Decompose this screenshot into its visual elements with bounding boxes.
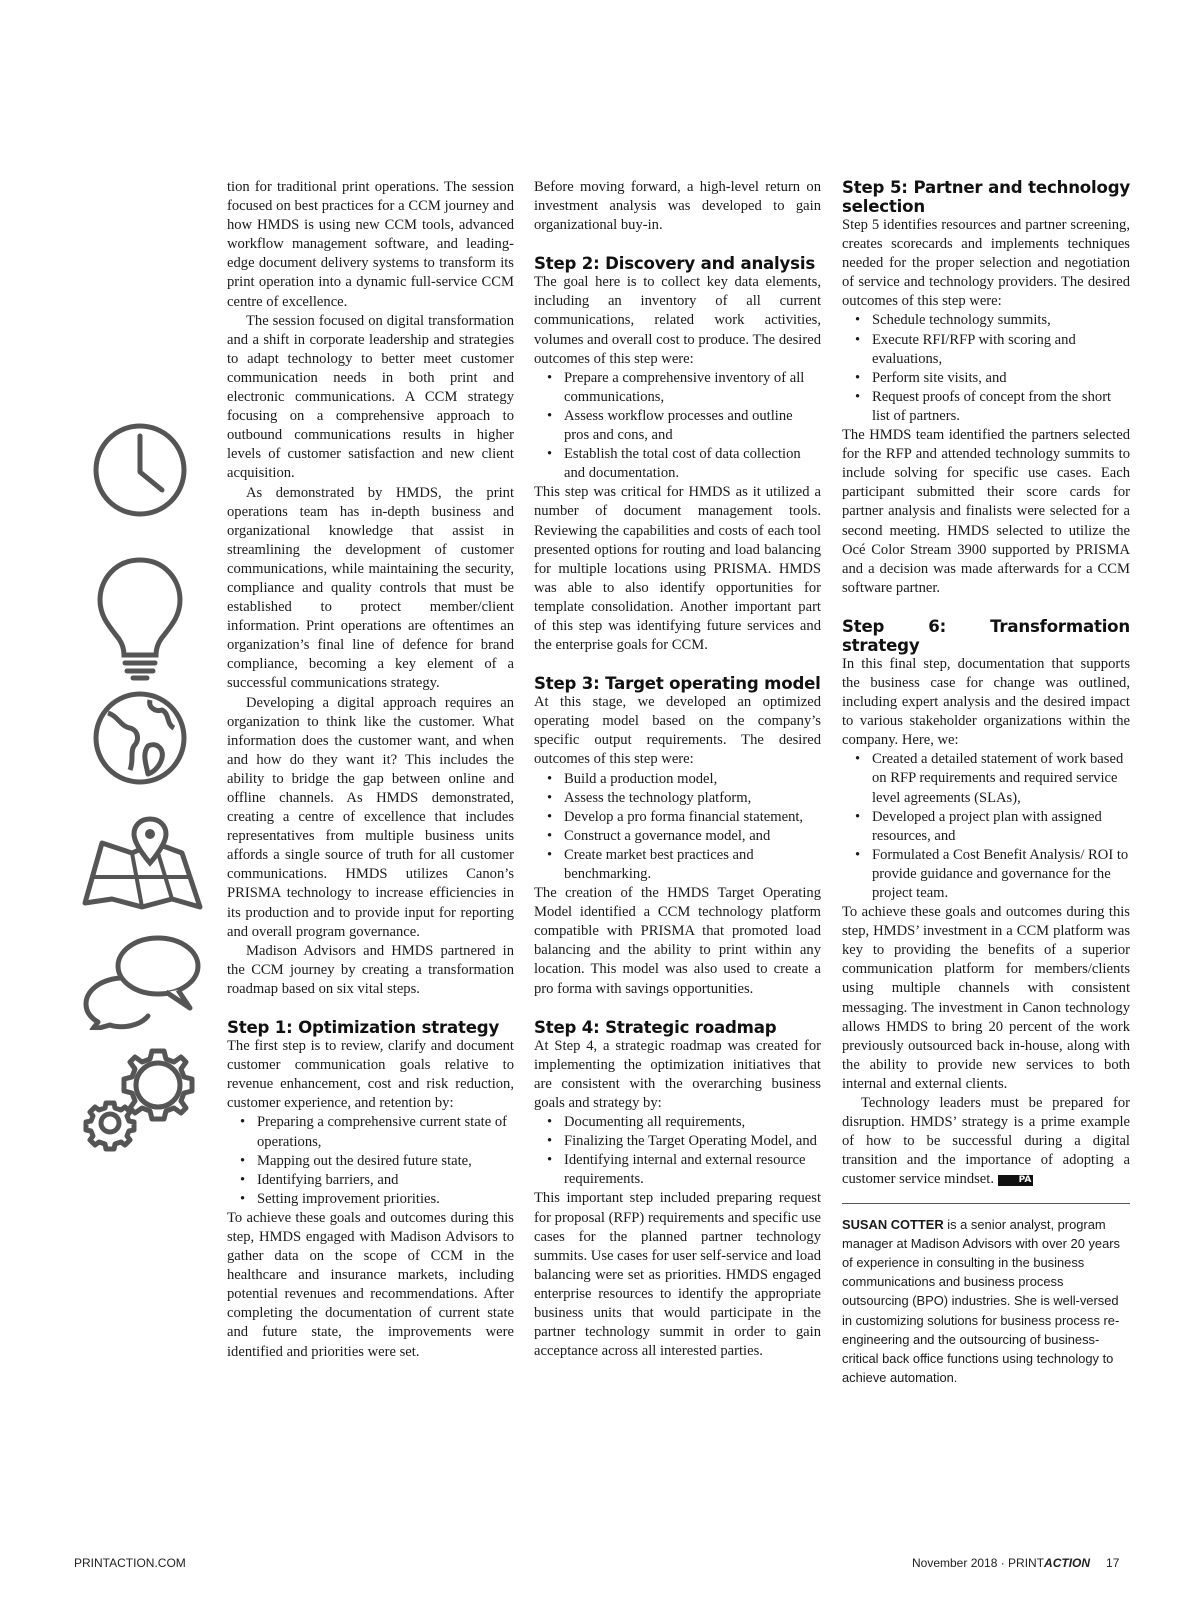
clock-icon	[90, 420, 190, 520]
step-4-heading: Step 4: Strategic roadmap	[534, 1017, 777, 1037]
paragraph: As demonstrated by HMDS, the print operations team has in-depth business and organizational knowledge that assist in streamlining the development of customer communications, while maintaining the security, compliance and quality controls that must be established to protect member/client information. Print operations are oftentimes an organization’s final line of defence for brand compliance, becoming a key element of a successful communications strategy.	[227, 484, 514, 692]
list-item: • Execute RFI/RFP with scoring and evaluations,	[855, 331, 1130, 369]
paragraph: Before moving forward, a high-level return on investment analysis was developed to gain organizational buy-in.	[534, 179, 821, 234]
paragraph: Step 5 identifies resources and partner screening, creates scorecards and implements techniques needed for the proper selection and negotiation of service and technology providers. The desired outcomes of this step were:	[842, 217, 1130, 310]
step-5-list	[842, 311, 1130, 426]
paragraph: The HMDS team identified the partners selected for the RFP and attended technology summits to include solving for specific use cases. Each participant submitted their score cards for partner analysis and finalists were selected for a second meeting. HMDS selected to utilize the Océ Color Stream 3900 supported by PRISMA and a decision was made afterwards for a CCM software partner.	[842, 427, 1130, 596]
issue-date: November 2018 ·	[912, 1556, 1009, 1570]
step-3-heading: Step 3: Target operating model	[534, 674, 821, 694]
list-item: • Construct a governance model, and	[547, 827, 821, 846]
paragraph: This step was critical for HMDS as it utilized a number of document management tools. Reviewing the capabilities and costs of each tool presented options for routing and load balancing for multiple locations using PRISMA. HMDS was able to also identify opportunities for template consolidation. Another important part of this step was identifying future services and the enterprise goals for CCM.	[534, 484, 821, 654]
list-item: • Created a detailed statement of work based on RFP requirements and required service level agreements (SLAs),	[855, 750, 1130, 807]
paragraph: The goal here is to collect key data elements, including an inventory of all current communications, related work activities, volumes and overall cost to produce. The desired outcomes of this step were:	[534, 274, 821, 367]
end-mark-logo: PA	[998, 1175, 1034, 1186]
article-column-3	[842, 178, 1130, 1387]
step-5-heading: Step 5: Partner and technology selection	[842, 178, 1130, 216]
paragraph: In this final step, documentation that supports the business case for change was outlined, including expert analysis and the desired impact to various stakeholder organizations within the company. Here, we:	[842, 655, 1130, 749]
map-pin-icon	[80, 815, 205, 915]
list-item: • Mapping out the desired future state,	[240, 1152, 514, 1171]
step-6-heading: Step 6: Transformation strategy	[842, 616, 1130, 655]
list-item: • Assess the technology platform,	[547, 789, 821, 808]
paragraph: At this stage, we developed an optimized operating model based on the company’s specific output requirements. The desired outcomes of this step were:	[534, 694, 821, 768]
closing-text: Technology leaders must be prepared for disruption. HMDS’ strategy is a prime example of how to be successful during a digital transition and the importance of adopting a customer service mindset.	[842, 1095, 1130, 1188]
footer-website: PRINTACTION.COM	[74, 1556, 186, 1570]
gears-icon	[80, 1045, 205, 1155]
list-item: • Developed a project plan with assigned resources, and	[855, 808, 1130, 846]
list-item: • Identifying barriers, and	[240, 1171, 514, 1190]
list-item: • Schedule technology summits,	[855, 311, 1130, 330]
list-item: • Request proofs of concept from the short list of partners.	[855, 388, 1130, 426]
list-item: • Preparing a comprehensive current state of operations,	[240, 1113, 514, 1151]
list-item: • Formulated a Cost Benefit Analysis/ ROI to provide guidance and governance for the project team.	[855, 846, 1130, 903]
magazine-brand	[1008, 1556, 1090, 1570]
lightbulb-icon	[95, 555, 185, 685]
author-name: SUSAN COTTER	[842, 1216, 944, 1232]
paragraph: At Step 4, a strategic roadmap was created for implementing the optimization initiatives that are consistent with the overarching business goals and strategy by:	[534, 1037, 821, 1111]
step-2-heading: Step 2: Discovery and analysis	[534, 254, 815, 274]
page-number: 17	[1106, 1556, 1120, 1570]
step-1-heading: Step 1: Optimization strategy	[227, 1018, 500, 1038]
paragraph: This important step included preparing request for proposal (RFP) requirements and specific use cases for the planned partner technology summits. Use cases for user self-service and load balancing were set as priorities. HMDS engaged enterprise resources to identify the appropriate business units that would participate in the partner technology summit in order to gain acceptance across all interested parties.	[534, 1190, 821, 1360]
brand-action: ACTION	[1044, 1556, 1091, 1570]
brand-print: PRINT	[1008, 1556, 1045, 1570]
paragraph: The session focused on digital transformation and a shift in corporate leadership and strategies to adapt technology to better meet customer communication needs in both print and electronic communications. A CCM strategy focusing on a comprehensive approach to outbound communications results in higher levels of customer satisfaction and new client acquisition.	[227, 312, 514, 482]
list-item: • Create market best practices and benchmarking.	[547, 846, 821, 884]
footer-folio	[912, 1556, 1119, 1570]
paragraph: tion for traditional print operations. The session focused on best practices for a CCM journey and how HMDS is using new CCM tools, advanced workflow management software, and leading-edge document delivery systems to transform its print operation into a dynamic full-service CCM centre of excellence.	[227, 179, 514, 310]
paragraph: To achieve these goals and outcomes during this step, HMDS engaged with Madison Advisors to gather data on the scope of CCM in the healthcare and insurance markets, including potential revenues and recommendations. After completing the documentation of current state and future state, the improvements were identified and priorities were set.	[227, 1209, 514, 1360]
step-2-list	[534, 369, 821, 484]
list-item: • Identifying internal and external resource requirements.	[547, 1151, 821, 1189]
paragraph: Developing a digital approach requires an organization to think like the customer. What information does the customer want, and when and how do they want it? This includes the ability to bridge the gap between online and offline channels. As HMDS demonstrated, creating a centre of excellence that includes representatives from multiple business units affords a single source of truth for all customer communications. HMDS utilizes Canon’s PRISMA technology to increase efficiencies in its production and to provide input for reporting and overall program governance.	[227, 694, 514, 940]
closing-paragraph	[842, 1094, 1130, 1189]
paragraph: To achieve these goals and outcomes during this step, HMDS’ investment in a CCM platform was key to providing the benefits of a superior communication platform for members/clients using multiple channels with consistent messaging. The investment in Canon technology allows HMDS to bring 20 percent of the work previously outsourced back in-house, along with the ability to provide new services to both internal and external clients.	[842, 904, 1130, 1092]
step-4-list	[534, 1113, 821, 1189]
list-item: • Prepare a comprehensive inventory of all communications,	[547, 369, 821, 407]
list-item: • Finalizing the Target Operating Model, and	[547, 1132, 821, 1151]
paragraph: Madison Advisors and HMDS partnered in the CCM journey by creating a transformation roadmap based on six vital steps.	[227, 942, 514, 997]
list-item: • Documenting all requirements,	[547, 1113, 821, 1132]
article-column-1	[227, 178, 514, 1362]
divider	[842, 1203, 1130, 1204]
author-bio	[842, 1215, 1130, 1388]
paragraph: The creation of the HMDS Target Operating Model identified a CCM technology platform compatible with PRISMA that promoted load balancing and the ability to print within any location. This model was also used to create a pro forma with savings opportunities.	[534, 885, 821, 997]
step-6-list	[842, 750, 1130, 903]
author-bio-text: is a senior analyst, program manager at Madison Advisors with over 20 years of experience in consulting in the business communications and business process outsourcing (BPO) industries. She is well-versed in customizing solutions for business process re-engineering and the outsourcing of business-critical back office functions using technology to achieve automation.	[842, 1216, 1120, 1386]
list-item: • Assess workflow processes and outline pros and cons, and	[547, 407, 821, 445]
globe-icon	[90, 688, 190, 788]
list-item: • Develop a pro forma financial statement,	[547, 808, 821, 827]
list-item: • Establish the total cost of data collection and documentation.	[547, 445, 821, 483]
list-item: • Perform site visits, and	[855, 369, 1130, 388]
chat-bubbles-icon	[80, 930, 205, 1030]
paragraph: The first step is to review, clarify and document customer communication goals relative to revenue enhancement, cost and risk reduction, customer experience, and retention by:	[227, 1038, 514, 1112]
article-column-2	[534, 178, 821, 1361]
step-1-list	[227, 1113, 514, 1208]
list-item: • Build a production model,	[547, 770, 821, 789]
step-3-list	[534, 770, 821, 885]
list-item: • Setting improvement priorities.	[240, 1190, 514, 1209]
